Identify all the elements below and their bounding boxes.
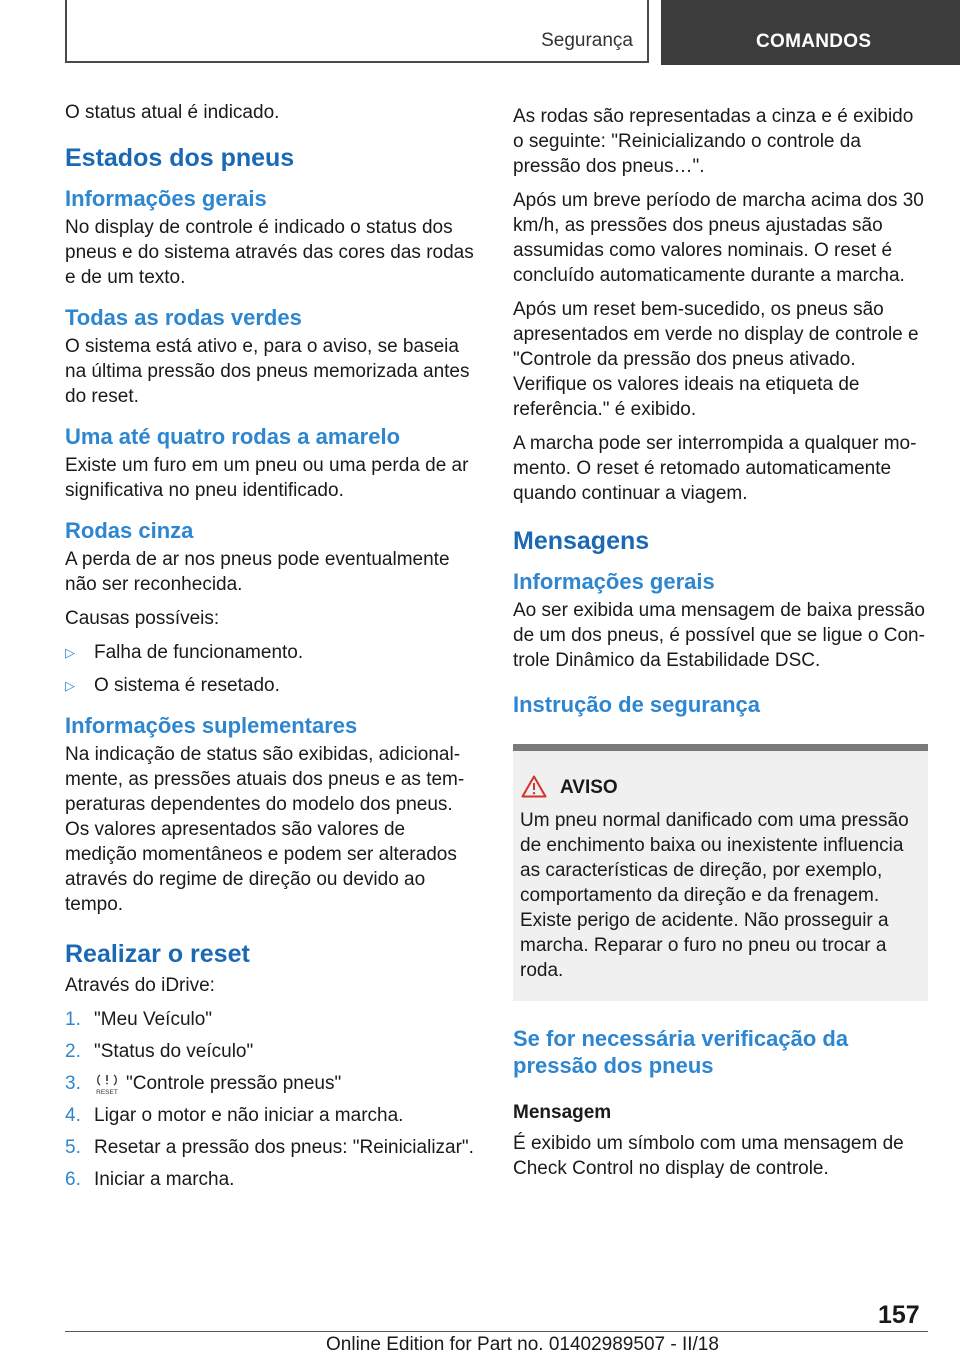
header-section-tab [65,0,649,63]
header-chapter-tab [661,0,960,65]
paragraph-suplementares: Na indicação de status são exibidas, adicionalmente, as pressões atuais dos pneus e as temperaturas dependentes do modelo dos pneus. Os valores apresentados são valores de medição momentâneos e podem ser alterados através do regime de direção ou devido ao tempo. [65,744,465,915]
paragraph-breve-periodo: Após um breve período de marcha acima dos 30 km/h, as pressões dos pneus ajustadas são assumidas como valores nominais. O reset é concluído automaticamente durante a marcha. [513,190,924,286]
heading-verificacao: Se for necessária verificação da pressão dos pneus [513,1026,849,1078]
heading-suplementares: Informações suplementares [65,713,358,738]
paragraph-marcha-interrompida: A marcha pode ser interrompida a qualquer momento. O reset é retomado automaticamente quando continuar a viagem. [513,433,917,504]
heading-mensagens: Mensagens [513,527,650,555]
list-item: ▷ Falha de funcionamento. [65,642,304,663]
paragraph-reset-sucedido: Após um reset bem-sucedido, os pneus são apresentados em verde no display de controle e "Controle da pressão dos pneus ativado. Verifique os valores ideais na etiqueta de referência." é exibido. [513,299,919,420]
warning-title: AVISO [520,775,920,800]
warning-box [513,744,928,1001]
heading-rodas-amarelo: Uma até quatro rodas a amarelo [65,424,401,449]
page-number: 157 [878,1301,920,1329]
warning-triangle-icon [521,775,547,798]
paragraph-rodas-verdes: O sistema está ativo e, para o aviso, se baseia na última pressão dos pneus memorizada antes do reset. [65,336,470,407]
list-item: ▷ O sistema é resetado. [65,675,280,696]
left-column [65,100,480,1199]
status-intro: O status atual é indicado. [65,102,280,123]
right-column [513,104,928,1190]
triangle-bullet-icon: ▷ [65,645,75,660]
heading-mensagem: Mensagem [513,1102,612,1123]
reset-steps-list [65,1007,480,1192]
footer-divider [65,1331,928,1332]
warning-text: Um pneu normal danificado com uma pressão de enchimento baixa ou inexistente influencia as características de direção, por exemplo, comportamento da direção e da frenagem. Existe perigo de acidente. Não prosseguir a marcha. Reparar o furo no pneu ou trocar a roda. [520,810,909,981]
paragraph-causas: Causas possíveis: [65,608,220,629]
step-item: 2. "Status do veículo" [65,1041,254,1062]
heading-estados: Estados dos pneus [65,144,295,172]
paragraph-rodas-cinza: A perda de ar nos pneus pode eventualmente não ser reconhecida. [65,549,450,595]
tire-pressure-reset-icon [94,1073,120,1095]
heading-rodas-verdes: Todas as rodas verdes [65,305,302,330]
paragraph-info-mensagens: Ao ser exibida uma mensagem de baixa pressão de um dos pneus, é possível que se ligue o Controle Dinâmico da Estabilidade DSC. [513,600,925,671]
step-item: 4. Ligar o motor e não iniciar a marcha. [65,1105,404,1126]
step-item: 5. Resetar a pressão dos pneus: "Reinicializar". [65,1137,474,1158]
header-section-title: Segurança [541,30,633,51]
paragraph-idrive: Através do iDrive: [65,975,215,996]
step-item: 6. Iniciar a marcha. [65,1169,235,1190]
paragraph-info-gerais: No display de controle é indicado o status dos pneus e do sistema através das cores das rodas e de um texto. [65,217,474,288]
heading-instrucao-seguranca: Instrução de segurança [513,692,760,717]
paragraph-mensagem: É exibido um símbolo com uma mensagem de Check Control no display de controle. [513,1133,904,1179]
causas-list [65,640,480,698]
heading-rodas-cinza: Rodas cinza [65,518,194,543]
paragraph-rodas-cinza-exibido: As rodas são representadas a cinza e é exibido o seguinte: "Reinicializando o controle da pressão dos pneus…". [513,106,914,177]
step-item: 1. "Meu Veículo" [65,1009,213,1030]
footer-edition: Online Edition for Part no. 01402989507 - II/18 [326,1334,719,1355]
triangle-bullet-icon: ▷ [65,678,75,693]
paragraph-rodas-amarelo: Existe um furo em um pneu ou uma perda de ar significativa no pneu identificado. [65,455,469,501]
heading-info-gerais: Informações gerais [65,186,267,211]
header-chapter-title: COMANDOS [756,31,872,52]
svg-text:RESET: RESET [96,1088,118,1095]
heading-realizar-reset: Realizar o reset [65,940,250,968]
heading-info-gerais-mensagens: Informações gerais [513,569,715,594]
step-item: 3. RESET "Controle pressão pneus" [65,1073,342,1095]
